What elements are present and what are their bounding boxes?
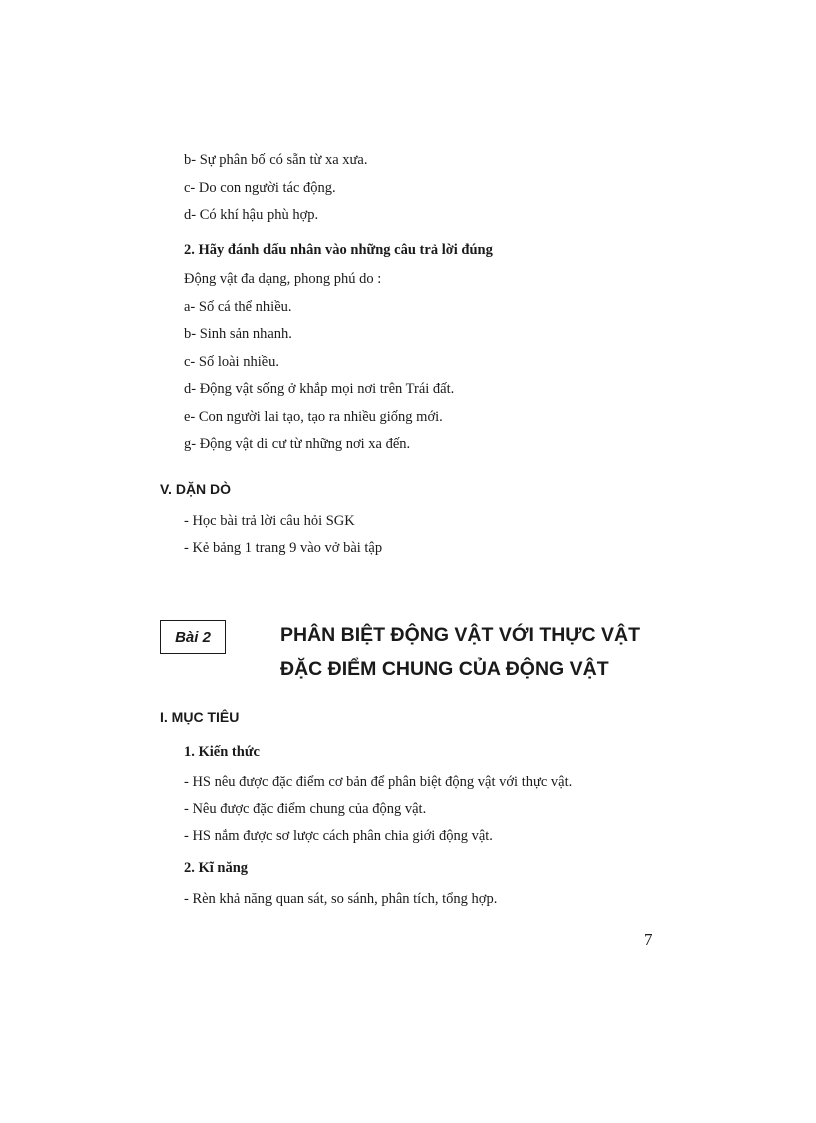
lesson-title-line2: ĐẶC ĐIỂM CHUNG CỦA ĐỘNG VẬT	[280, 658, 609, 680]
intro-option: d- Có khí hậu phù hợp.	[184, 207, 319, 223]
knowledge-item: - Nêu được đặc điểm chung của động vật.	[184, 801, 427, 817]
page-number: 7	[644, 930, 653, 949]
skills-item: - Rèn khả năng quan sát, so sánh, phân tích, tổng hợp.	[184, 891, 498, 907]
section-v-item: - Kẻ bảng 1 trang 9 vào vở bài tập	[184, 540, 383, 556]
knowledge-item: - HS nắm được sơ lược cách phân chia giới động vật.	[184, 828, 493, 844]
question2-option: c- Số loài nhiều.	[184, 354, 280, 370]
section-v-item: - Học bài trả lời câu hỏi SGK	[184, 513, 355, 529]
question2-option: d- Động vật sống ở khắp mọi nơi trên Trái đất.	[184, 381, 455, 397]
knowledge-title: 1. Kiến thức	[184, 744, 260, 760]
intro-option: c- Do con người tác động.	[184, 180, 336, 196]
question2-option: b- Sinh sản nhanh.	[184, 326, 292, 342]
knowledge-item: - HS nêu được đặc điểm cơ bản để phân biệt động vật với thực vật.	[184, 774, 573, 790]
question2-title: 2. Hãy đánh dấu nhân vào những câu trả lời đúng	[184, 242, 493, 258]
question2-stem: Động vật đa dạng, phong phú do :	[184, 271, 382, 287]
intro-option: b- Sự phân bố có sẵn từ xa xưa.	[184, 152, 368, 168]
question2-option: e- Con người lai tạo, tạo ra nhiều giống mới.	[184, 409, 443, 425]
lesson-label-box	[160, 620, 226, 654]
question2-option: a- Số cá thể nhiều.	[184, 299, 292, 315]
question2-option: g- Động vật di cư từ những nơi xa đến.	[184, 436, 411, 452]
skills-title: 2. Kĩ năng	[184, 860, 249, 876]
lesson-label: Bài 2	[175, 628, 211, 646]
lesson-title-line1: PHÂN BIỆT ĐỘNG VẬT VỚI THỰC VẬT	[280, 624, 640, 646]
section-v-heading: V. DẶN DÒ	[160, 481, 232, 497]
section-i-heading: I. MỤC TIÊU	[160, 709, 240, 725]
